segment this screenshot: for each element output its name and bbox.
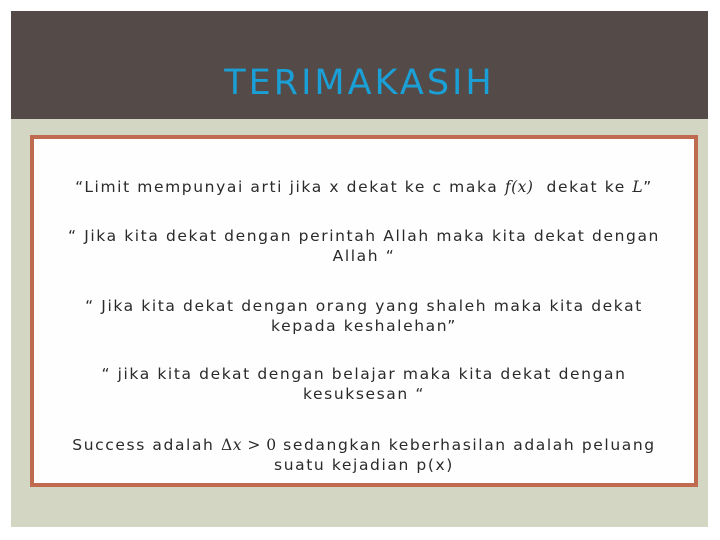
quote-allah-line1: “ Jika kita dekat dengan perintah Allah maka kita dekat dengan bbox=[68, 227, 660, 245]
quote-shaleh-line1: “ Jika kita dekat dengan orang yang shaleh maka kita dekat bbox=[85, 297, 643, 315]
quote-success-math-delta: Δ bbox=[221, 436, 233, 454]
quote-allah-line2: Allah “ bbox=[332, 247, 396, 265]
quote-limit bbox=[34, 177, 694, 197]
quote-limit-suffix: ” bbox=[643, 178, 653, 196]
slide-title: TERIMAKASIH bbox=[224, 63, 495, 103]
quote-limit-middle: dekat ke bbox=[533, 178, 633, 196]
quote-box bbox=[30, 135, 698, 487]
quote-success-math-rel: > 0 bbox=[241, 436, 277, 454]
quote-belajar-line2: kesuksesan “ bbox=[302, 385, 425, 403]
quote-belajar-line1: “ jika kita dekat dengan belajar maka kita dekat dengan bbox=[101, 365, 627, 383]
quote-success-line1 bbox=[34, 435, 694, 455]
quote-success-math-x: x bbox=[232, 436, 242, 454]
quote-shaleh-line2: kepada keshalehan” bbox=[271, 317, 457, 335]
quote-success-line2: suatu kejadian p(x) bbox=[274, 456, 454, 474]
title-band bbox=[11, 11, 708, 119]
quote-success-suffix: sedangkan keberhasilan adalah peluang bbox=[276, 436, 656, 454]
quote-success-prefix: Success adalah bbox=[72, 436, 221, 454]
quote-box-content bbox=[34, 139, 694, 483]
quote-limit-prefix: “Limit mempunyai arti jika x dekat ke c maka bbox=[75, 178, 505, 196]
slide bbox=[11, 11, 708, 527]
quote-limit-math-fx: f(x) bbox=[504, 178, 534, 196]
quote-limit-math-l: L bbox=[632, 178, 644, 196]
